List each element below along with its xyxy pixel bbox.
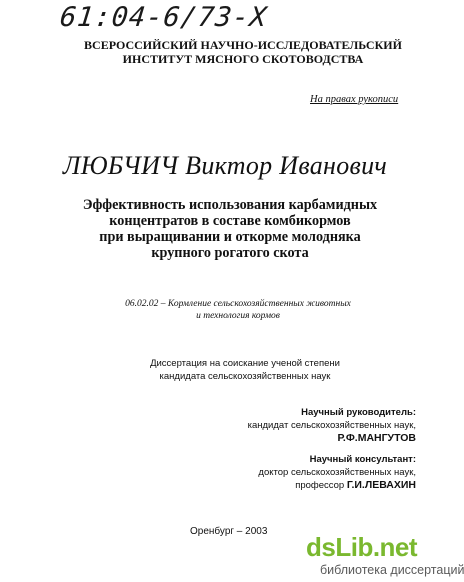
degree-line: Диссертация на соискание ученой степени [150, 358, 340, 369]
watermark-banner[interactable] [300, 532, 464, 582]
consultant-degree: доктор сельскохозяйственных наук, [258, 467, 416, 478]
supervisor-name: Р.Ф.МАНГУТОВ [337, 432, 416, 444]
degree-line: кандидата сельскохозяйственных наук [159, 371, 331, 382]
author-name: ЛЮБЧИЧ Виктор Иванович [62, 151, 388, 180]
institute-name: ВСЕРОССИЙСКИЙ НАУЧНО-ИССЛЕДОВАТЕЛЬСКИЙ ИНСТИТУТ МЯСНОГО СКОТОВОДСТВА [84, 38, 402, 66]
site-logo[interactable] [306, 532, 417, 563]
consultant-title-line [156, 479, 416, 492]
title-line: Эффективность использования карбамидных [82, 197, 378, 213]
consultant-heading: Научный консультант: [309, 454, 416, 465]
specialty-line: 06.02.02 – Кормление сельскохозяйственных животных [125, 299, 351, 309]
site-tagline: библиотека диссертаций [320, 563, 464, 577]
specialty-line: и технология кормов [196, 311, 280, 321]
title-line: крупного рогатого скота [151, 245, 309, 261]
supervisor-block [176, 406, 416, 445]
handwritten-catalog-number: 61:04-6/73-Х [58, 2, 269, 33]
city-year: Оренбург – 2003 [190, 526, 268, 537]
consultant-rank: профессор [295, 480, 345, 491]
degree-statement [130, 357, 360, 383]
title-line: концентратов в составе комбикормов [109, 213, 351, 229]
rights-note: На правах рукописи [310, 94, 399, 105]
specialty-code [118, 298, 358, 322]
dissertation-title [60, 197, 400, 261]
consultant-block [156, 453, 416, 492]
site-name[interactable]: dsLib.net [306, 532, 418, 562]
supervisor-heading: Научный руководитель: [301, 407, 416, 418]
title-line: при выращивании и откорме молодняка [99, 229, 361, 245]
consultant-name: Г.И.ЛЕВАХИН [346, 479, 416, 491]
supervisor-degree: кандидат сельскохозяйственных наук, [247, 420, 416, 431]
